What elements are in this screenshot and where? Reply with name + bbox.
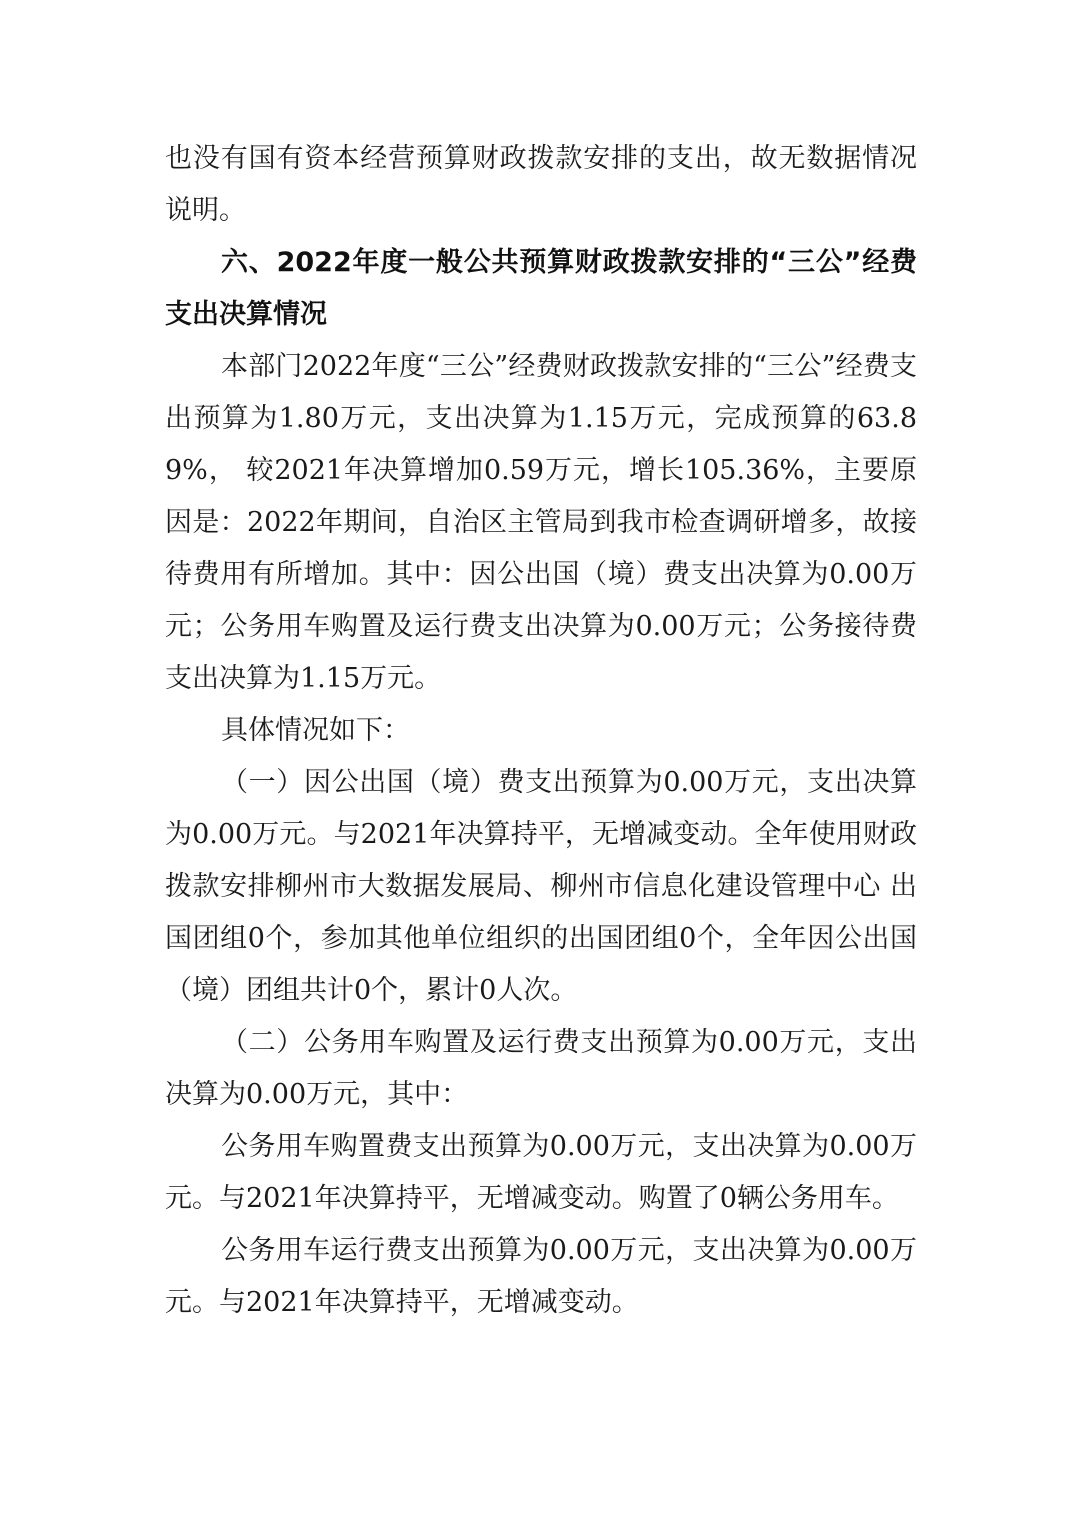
paragraph-vehicle-purchase: 公务用车购置费支出预算为0.00万元，支出决算为0.00万元。与2021年决算持平，无增减变动。购置了0辆公务用车。 bbox=[165, 1131, 917, 1214]
paragraph-details-intro: 具体情况如下： bbox=[221, 715, 410, 746]
document-body bbox=[165, 133, 917, 1329]
paragraph-vehicle-total: （二）公务用车购置及运行费支出预算为0.00万元，支出决算为0.00万元，其中： bbox=[165, 1027, 917, 1110]
section-heading: 六、2022年度一般公共预算财政拨款安排的“三公”经费支出决算情况 bbox=[165, 247, 917, 330]
paragraph-overseas-travel: （一）因公出国（境）费支出预算为0.00万元，支出决算为0.00万元。与2021年决算持平，无增减变动。全年使用财政拨款安排柳州市大数据发展局、柳州市信息化建设管理中心 出国团组0个，参加其他单位组织的出国团组0个，全年因公出国（境）团组共计0个，累计0人次。 bbox=[165, 767, 917, 1006]
paragraph-continued: 也没有国有资本经营预算财政拨款安排的支出，故无数据情况说明。 bbox=[165, 143, 917, 226]
paragraph-vehicle-operation: 公务用车运行费支出预算为0.00万元，支出决算为0.00万元。与2021年决算持平，无增减变动。 bbox=[165, 1235, 917, 1318]
paragraph-summary: 本部门2022年度“三公”经费财政拨款安排的“三公”经费支出预算为1.80万元，支出决算为1.15万元，完成预算的63.89%， 较2021年决算增加0.59万元，增长105.36%，主要原因是：2022年期间，自治区主管局到我市检查调研增多，故接待费用有所增加。其中：因公出国（境）费支出决算为0.00万元；公务用车购置及运行费支出决算为0.00万元；公务接待费支出决算为1.15万元。 bbox=[165, 351, 917, 694]
